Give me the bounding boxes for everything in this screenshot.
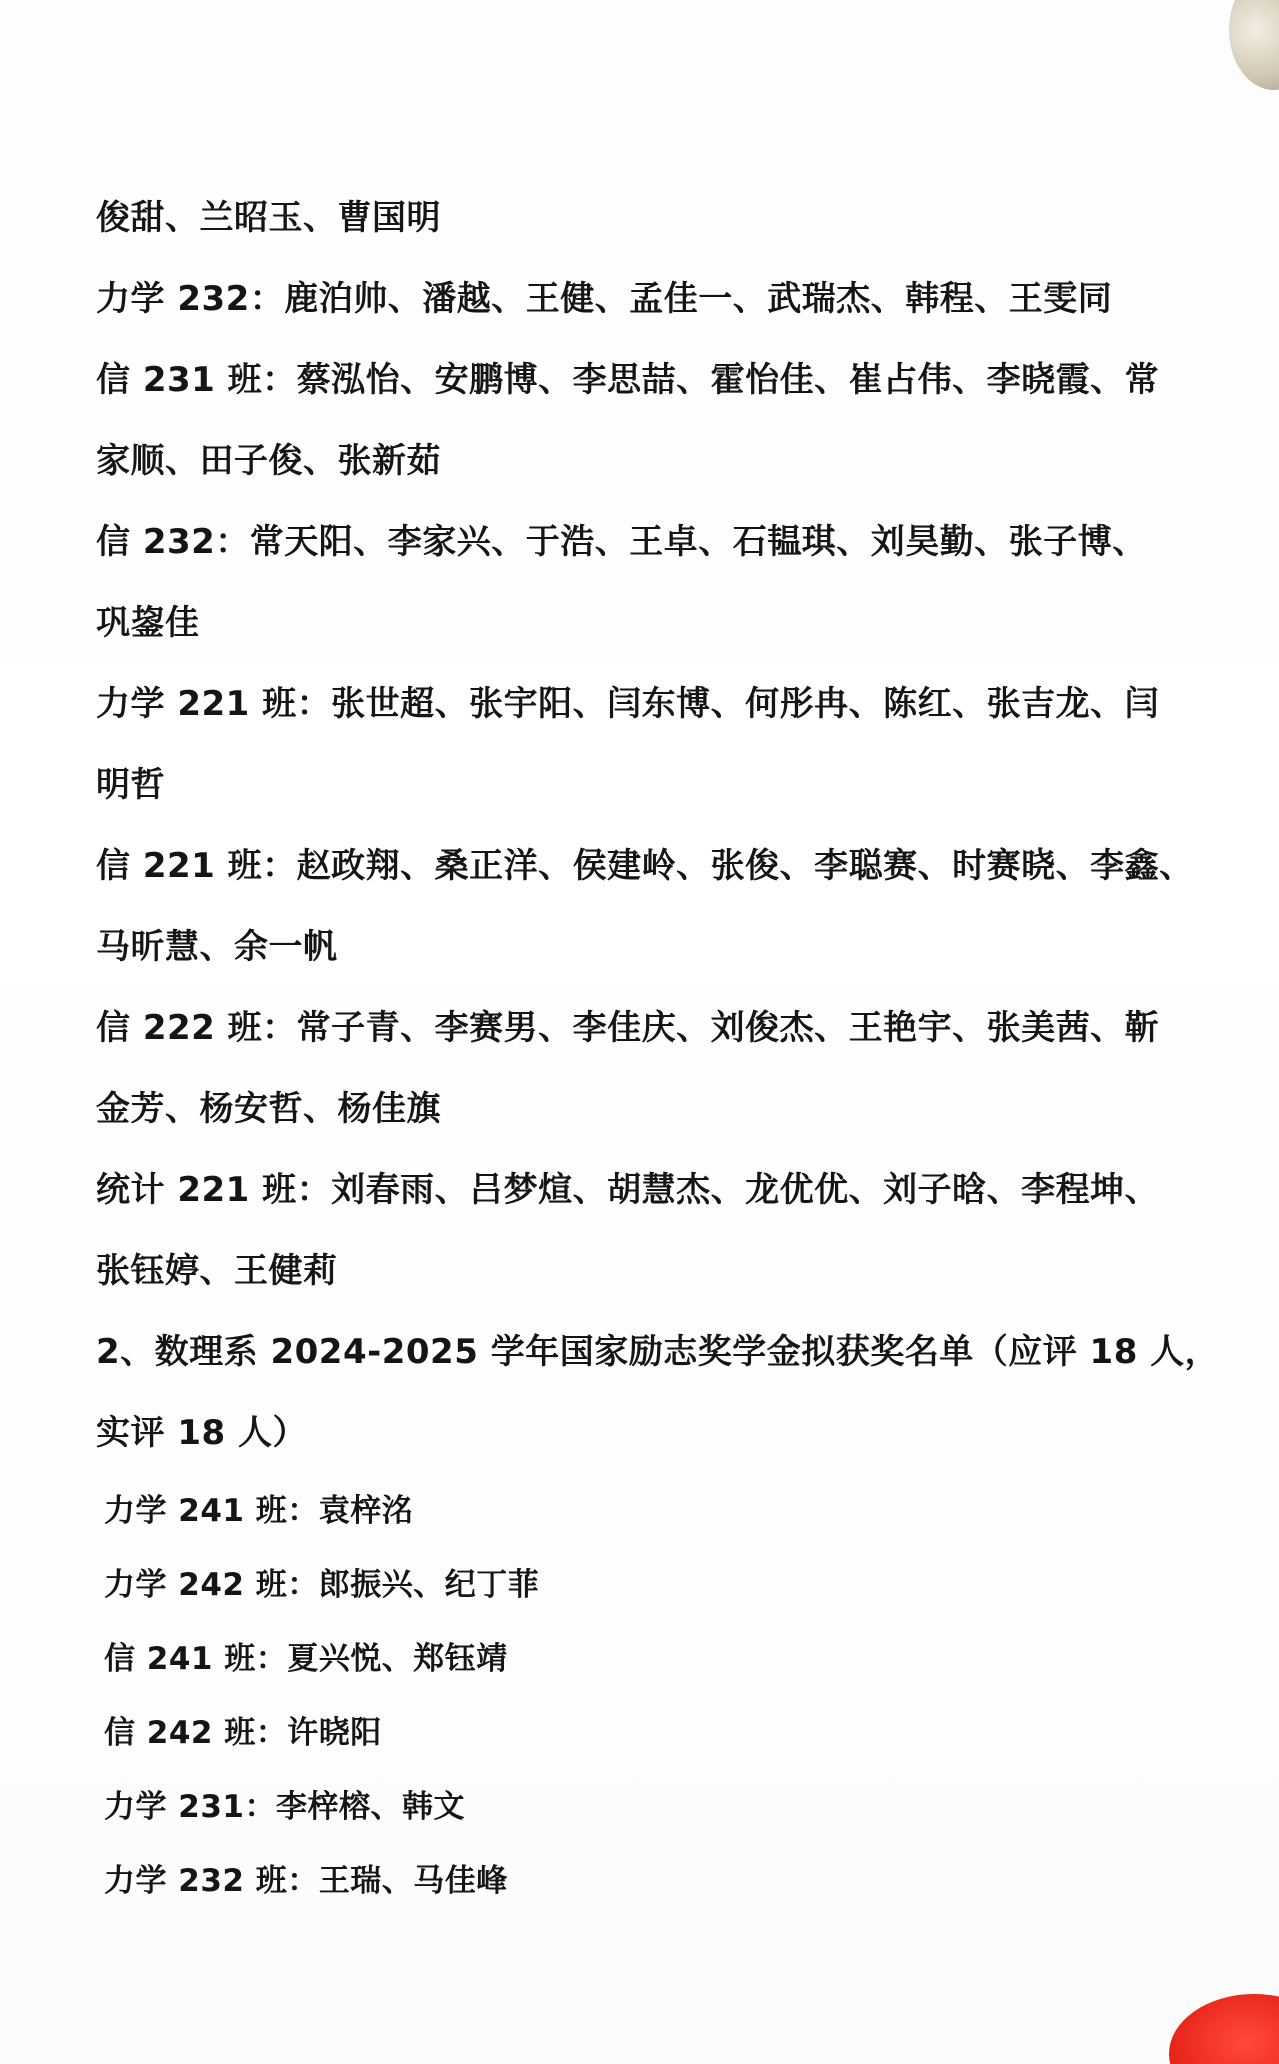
text-line: 张钰婷、王健莉 [96,1251,338,1291]
text-line: 金芳、杨安哲、杨佳旗 [96,1089,441,1129]
paper-corner-shadow [1229,0,1279,90]
text-line: 信 231 班：蔡泓怡、安鹏博、李思喆、霍怡佳、崔占伟、李晓霞、常 [96,360,1160,400]
text-line: 力学 221 班：张世超、张宇阳、闫东博、何彤冉、陈红、张吉龙、闫 [96,684,1160,724]
section-heading: 2、数理系 2024-2025 学年国家励志奖学金拟获奖名单（应评 18 人， [96,1332,1220,1372]
award-list-line: 力学 232 班：王瑞、马佳峰 [104,1863,508,1899]
award-list-line: 力学 241 班：袁梓洺 [104,1493,414,1529]
text-line: 巩鋆佳 [96,603,200,643]
text-line: 统计 221 班：刘春雨、吕梦煊、胡慧杰、龙优优、刘子晗、李程坤、 [96,1170,1160,1210]
text-line: 信 232：常天阳、李家兴、于浩、王卓、石韫琪、刘昊勤、张子博、 [96,522,1147,562]
text-line: 明哲 [96,765,165,805]
document-body [96,178,1220,1918]
text-line: 俊甜、兰昭玉、曹国明 [96,198,441,238]
red-seal-fragment [1169,1994,1279,2064]
award-list-line: 力学 231：李梓榕、韩文 [104,1789,466,1825]
award-list-line: 信 241 班：夏兴悦、郑钰靖 [104,1641,508,1677]
award-list-line: 信 242 班：许晓阳 [104,1715,382,1751]
text-line: 马昕慧、余一帆 [96,927,338,967]
text-line: 力学 232：鹿泊帅、潘越、王健、孟佳一、武瑞杰、韩程、王雯同 [96,279,1113,319]
section-heading-continued: 实评 18 人） [96,1413,307,1453]
text-line: 信 222 班：常子青、李赛男、李佳庆、刘俊杰、王艳宇、张美茜、靳 [96,1008,1160,1048]
award-list-line: 力学 242 班：郎振兴、纪丁菲 [104,1567,540,1603]
text-line: 信 221 班：赵政翔、桑正洋、侯建岭、张俊、李聪赛、时赛晓、李鑫、 [96,846,1194,886]
text-line: 家顺、田子俊、张新茹 [96,441,441,481]
